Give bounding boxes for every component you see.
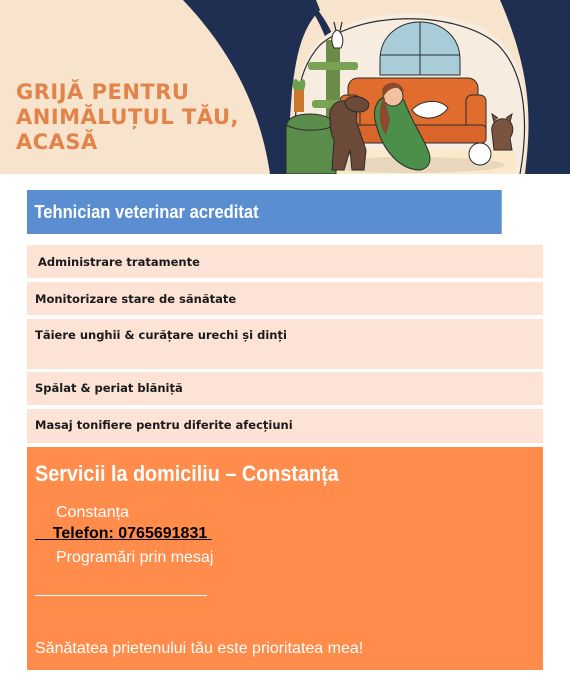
contact-phone[interactable]: Telefon: 0765691831	[35, 525, 212, 542]
service-item: Masaj tonifiere pentru diferite afecțiuni	[27, 409, 543, 443]
contact-schedule: Programări prin mesaj	[56, 549, 214, 566]
hero-title-line: ANIMĂLUȚUL TĂU,	[16, 105, 240, 129]
footer-tagline: Sănătatea prietenului tău este prioritatea mea!	[35, 640, 364, 657]
divider-line	[35, 595, 207, 596]
contact-section	[27, 447, 543, 670]
service-item: Monitorizare stare de sănătate	[27, 282, 543, 315]
hero-title-line: ACASĂ	[16, 130, 98, 154]
service-item: Tăiere unghii & curățare urechi și dinți	[27, 319, 543, 369]
service-item: Administrare tratamente	[27, 245, 543, 278]
contact-title: Servicii la domiciliu – Constanța	[35, 461, 339, 486]
hero-title	[16, 80, 316, 155]
contact-city: Constanța	[56, 504, 129, 521]
service-item: Spălat & periat blăniță	[27, 372, 543, 405]
hero-title-line: GRIJĂ PENTRU	[16, 80, 190, 104]
section-header: Tehnician veterinar acreditat	[27, 190, 502, 234]
hero-banner	[0, 0, 570, 174]
